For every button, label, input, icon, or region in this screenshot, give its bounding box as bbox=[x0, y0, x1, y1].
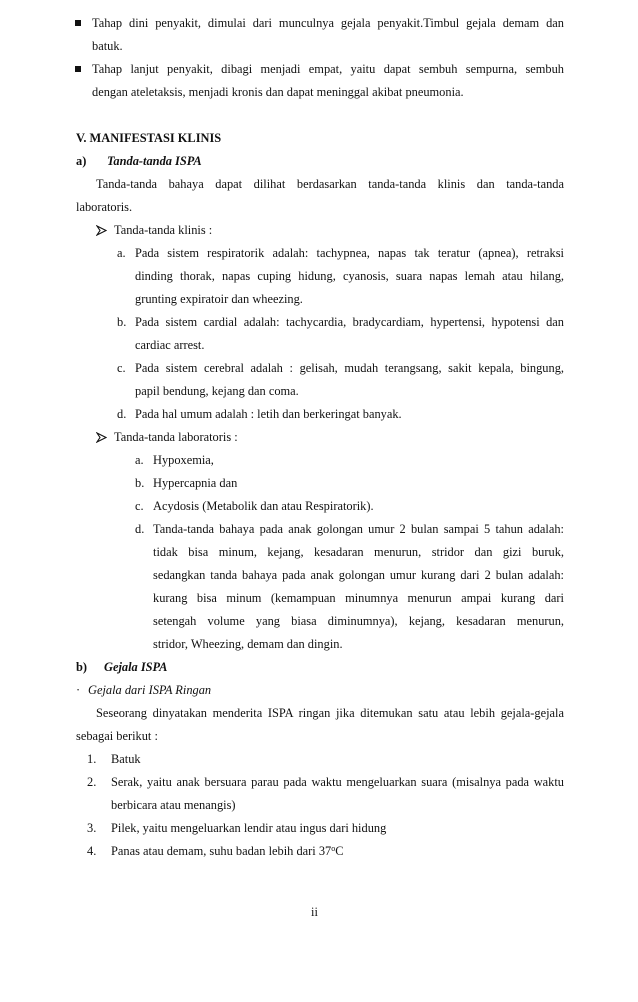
klinis-c-line-1: Pada sistem cerebral adalah : gelisah, mudah terangsang, sakit kepala, bingung, bbox=[135, 361, 564, 375]
klinis-a-line-3: grunting expiratoir dan wheezing. bbox=[135, 292, 303, 306]
lab-d-line-2: tidak bisa minum, kejang, kesadaran menurun, stridor dan gizi buruk, bbox=[153, 545, 564, 559]
page-number: ii bbox=[311, 905, 318, 919]
klinis-a-line-2: dinding thorak, napas cuping hidung, cyanosis, suara napas lemah atau hilang, bbox=[135, 269, 564, 283]
lab-d-line-3: sedangkan tanda bahaya pada anak golongan umur kurang dari 2 bulan adalah: bbox=[153, 568, 564, 582]
subsection-a-marker: a) bbox=[76, 154, 87, 168]
ringan-1-marker: 1. bbox=[87, 752, 97, 766]
subsection-a-title: Tanda-tanda ISPA bbox=[107, 154, 202, 168]
ringan-1-line-1: Batuk bbox=[111, 752, 141, 766]
lab-d-line-6: stridor, Wheezing, demam dan dingin. bbox=[153, 637, 343, 651]
ringan-title: Gejala dari ISPA Ringan bbox=[88, 683, 212, 697]
lab-a-marker: a. bbox=[135, 453, 144, 467]
ringan-intro-line-1: Seseorang dinyatakan menderita ISPA ringan jika ditemukan satu atau lebih gejala-gejala bbox=[96, 706, 564, 720]
degree-superscript: o bbox=[331, 844, 336, 853]
stage-2-line-2: dengan ateletaksis, menjadi kronis dan dapat meninggal akibat pneumonia. bbox=[92, 85, 464, 99]
lab-a-line-1: Hypoxemia, bbox=[153, 453, 214, 467]
intro-line-1: Tanda-tanda bahaya dapat dilihat berdasarkan tanda-tanda klinis dan tanda-tanda bbox=[96, 177, 564, 191]
subsection-b-marker: b) bbox=[76, 660, 88, 674]
ringan-2-marker: 2. bbox=[87, 775, 97, 789]
lab-b-line-1: Hypercapnia dan bbox=[153, 476, 238, 490]
lab-c-line-1: Acydosis (Metabolik dan atau Respiratorik). bbox=[153, 499, 374, 513]
klinis-d-marker: d. bbox=[117, 407, 127, 421]
stage-1-line-1: Tahap dini penyakit, dimulai dari munculnya gejala penyakit.Timbul gejala demam dan bbox=[92, 16, 564, 30]
ringan-4-line bbox=[111, 843, 343, 859]
ringan-4-unit: C bbox=[335, 844, 344, 858]
klinis-title: Tanda-tanda klinis : bbox=[114, 223, 213, 237]
ringan-4-marker: 4. bbox=[87, 844, 97, 858]
ringan-2-line-2: berbicara atau menangis) bbox=[111, 798, 236, 812]
lab-d-line-5: setengah volume yang biasa diminumnya), kejang, kesadaran menurun, bbox=[153, 614, 564, 628]
ringan-intro-line-2: sebagai berikut : bbox=[76, 729, 158, 743]
klinis-b-line-1: Pada sistem cardial adalah: tachycardia, bradycardiam, hypertensi, hypotensi dan bbox=[135, 315, 564, 329]
ringan-3-marker: 3. bbox=[87, 821, 97, 835]
klinis-a-marker: a. bbox=[117, 246, 126, 260]
lab-d-line-4: kurang bisa minum (kemampuan minumnya menurun ampai kurang dari bbox=[153, 591, 564, 605]
klinis-b-marker: b. bbox=[117, 315, 127, 329]
ringan-bullet: · bbox=[76, 683, 81, 697]
arrow-bullet-icon bbox=[96, 432, 107, 443]
lab-b-marker: b. bbox=[135, 476, 145, 490]
klinis-b-line-2: cardiac arrest. bbox=[135, 338, 205, 352]
subsection-b-title: Gejala ISPA bbox=[104, 660, 168, 674]
intro-line-2: laboratoris. bbox=[76, 200, 133, 214]
square-bullet-icon bbox=[75, 66, 81, 72]
lab-title: Tanda-tanda laboratoris : bbox=[114, 430, 238, 444]
klinis-d-line-1: Pada hal umum adalah : letih dan berkeringat banyak. bbox=[135, 407, 402, 421]
lab-d-line-1: Tanda-tanda bahaya pada anak golongan umur 2 bulan sampai 5 tahun adalah: bbox=[153, 522, 564, 536]
lab-d-marker: d. bbox=[135, 522, 145, 536]
lab-c-marker: c. bbox=[135, 499, 144, 513]
klinis-a-line-1: Pada sistem respiratorik adalah: tachypnea, napas tak teratur (apnea), retraksi bbox=[135, 246, 564, 260]
klinis-c-line-2: papil bendung, kejang dan coma. bbox=[135, 384, 299, 398]
ringan-3-line-1: Pilek, yaitu mengeluarkan lendir atau ingus dari hidung bbox=[111, 821, 387, 835]
ringan-2-line-1: Serak, yaitu anak bersuara parau pada waktu mengeluarkan suara (misalnya pada waktu bbox=[111, 775, 564, 789]
stage-2-line-1: Tahap lanjut penyakit, dibagi menjadi empat, yaitu dapat sembuh sempurna, sembuh bbox=[92, 62, 564, 76]
klinis-c-marker: c. bbox=[117, 361, 126, 375]
section-heading: V. MANIFESTASI KLINIS bbox=[76, 131, 222, 145]
arrow-bullet-icon bbox=[96, 225, 107, 236]
ringan-4-text: Panas atau demam, suhu badan lebih dari 37 bbox=[111, 844, 332, 858]
square-bullet-icon bbox=[75, 20, 81, 26]
stage-1-line-2: batuk. bbox=[92, 39, 123, 53]
